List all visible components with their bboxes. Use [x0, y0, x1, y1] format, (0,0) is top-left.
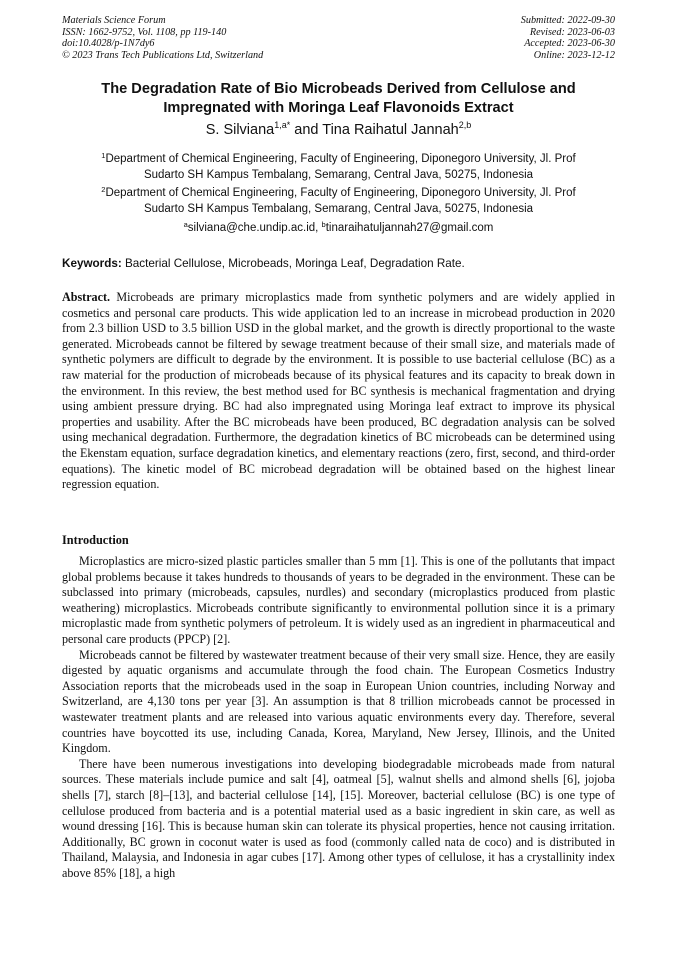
author-1: S. Silviana — [205, 122, 275, 138]
email-separator: , — [315, 222, 322, 234]
author-2-marker: 2,b — [458, 120, 472, 130]
date-online: Online: 2023-12-12 — [533, 49, 615, 61]
journal-info — [62, 15, 263, 61]
author-1-marker: 1,a* — [274, 120, 291, 130]
keywords-text: Bacterial Cellulose, Microbeads, Moringa Leaf, Degradation Rate. — [121, 257, 465, 270]
affiliation-2-line-2: Sudarto SH Kampus Tembalang, Semarang, Central Java, 50275, Indonesia — [143, 202, 534, 215]
introduction-paragraph-2: Microbeads cannot be filtered by wastewater treatment because of their very small size. Hence, they are easily digested by aquatic organisms and accumulate through the food chain. The European Cosmetics Industry Association reports that the microbeads used in the soap in European Union countries, including Norway and Switzerland, are 4,130 tons per year [3]. An assumption is that 8 trillion microbeads cannot be processed in wastewater treatment plants and are released into various aquatic environments every day. Therefore, several countries have boycotted its use, including Canada, Korea, Maryland, New Jersey, Illinois, and the United Kingdom. — [62, 647, 615, 756]
affiliation-1-line-1: Department of Chemical Engineering, Faculty of Engineering, Diponegoro University, Jl. Prof — [105, 153, 576, 165]
abstract-label: Abstract. — [62, 290, 111, 304]
keywords — [62, 256, 615, 271]
introduction-heading: Introduction — [62, 533, 129, 547]
affiliation-2-marker: 2 — [101, 185, 106, 194]
affiliation-1-marker: 1 — [101, 151, 106, 160]
date-submitted: Submitted: 2022-09-30 — [520, 15, 615, 26]
introduction-paragraph-1: Microplastics are micro-sized plastic particles smaller than 5 mm [1]. This is one of the pollutants that impact global problems because it takes hundreds to thousands of years to be degraded in the environment. These can be subclassed into primary (microbeads, capsules, nurdles) and secondary (microplastics produced from plastic weathering) microplastics. Microbeads contribute significantly to environmental pollution since it is a primary microplastic made from synthetic polymers of petroleum. It is widely used as an ingredient in pharmaceutical and personal care products (PPCP) [2]. — [62, 554, 615, 646]
keywords-label: Keywords: — [62, 257, 122, 270]
email-a[interactable]: silviana@che.undip.ac.id — [187, 222, 316, 234]
author-connector: and — [290, 122, 323, 138]
affiliation-1 — [62, 152, 615, 183]
date-revised: Revised: 2023-06-03 — [529, 26, 615, 38]
paper-title — [62, 80, 615, 118]
title-line-2: Impregnated with Moringa Leaf Flavonoids Extract — [163, 100, 514, 116]
journal-copyright: © 2023 Trans Tech Publications Ltd, Switzerland — [62, 49, 264, 61]
journal-issn: ISSN: 1662-9752, Vol. 1108, pp 119-140 — [62, 26, 227, 38]
introduction-paragraph-3: There have been numerous investigations into developing biodegradable microbeads made from natural sources. These materials include pumice and salt [4], oatmeal [5], walnut shells and almond shells [6], jojoba shells [7], starch [8]–[13], and bacterial cellulose [14], [15]. Moreover, bacterial cellulose (BC) is one type of cellulose produced from bacteria and is a potential material used as a basic ingredient in skin care, as well as wound dressing [16]. This is because human skin can tolerate its physical properties, hence not causing irritation. Additionally, BC grown in coconut water is used as food (commonly called nata de coco) and is distributed in Thailand, Malaysia, and Indonesia in agar cubes [17]. Among other types of cellulose, it has a crystallinity index above 85% [18], a high — [62, 756, 615, 880]
email-b[interactable]: tinaraihatuljannah27@gmail.com — [325, 222, 494, 234]
introduction-body — [62, 554, 615, 881]
affiliation-1-line-2: Sudarto SH Kampus Tembalang, Semarang, Central Java, 50275, Indonesia — [143, 168, 534, 181]
affiliation-2 — [62, 186, 615, 217]
date-accepted: Accepted: 2023-06-30 — [524, 38, 615, 50]
journal-name: Materials Science Forum — [62, 15, 166, 26]
email-b-marker: b — [321, 220, 326, 229]
abstract-text: Microbeads are primary microplastics made from synthetic polymers and are widely applied in cosmetics and personal care products. This wide application led to an increase in microbead production in 2020 from 2.3 billion USD to 3.5 billion USD in the global market, and the growth is directly proportional to the waste generated. Microbeads cannot be filtered by sewage treatment because of their small size, and materials made of synthetic polymers are difficult to degrade by the environment. It is possible to use bacterial cellulose (BC) as a raw material for the production of microbeads because of its physical features and its capacity to break down in the environment. In this review, the best method used for BC synthesis is mechanical fragmentation and drying using ambient pressure drying. BC had also impregnated using Moringa leaf extract to improve its physical properties and usability. After the BC microbeads have been produced, BC degradation analysis can be solved using mechanical degradation. Furthermore, the degradation kinetics of BC microbeads can be determined using the Ekenstam equation, surface degradation kinetics, and elementary reactions (zero, first, second, and third-order equations). The kinetic model of BC microbead degradation will be obtained based on the highest linear regression equation. — [62, 290, 615, 492]
author-2: Tina Raihatul Jannah — [322, 122, 459, 138]
title-line-1: The Degradation Rate of Bio Microbeads Derived from Cellulose and — [101, 81, 576, 97]
journal-header — [62, 15, 615, 61]
abstract — [62, 290, 615, 493]
journal-doi[interactable]: doi:10.4028/p-1N7dy6 — [62, 38, 155, 50]
publication-dates — [521, 15, 615, 61]
author-emails — [62, 221, 615, 237]
email-a-marker: a — [183, 220, 188, 229]
affiliation-2-line-1: Department of Chemical Engineering, Faculty of Engineering, Diponegoro University, Jl. Prof — [105, 187, 576, 199]
author-list — [62, 121, 615, 139]
